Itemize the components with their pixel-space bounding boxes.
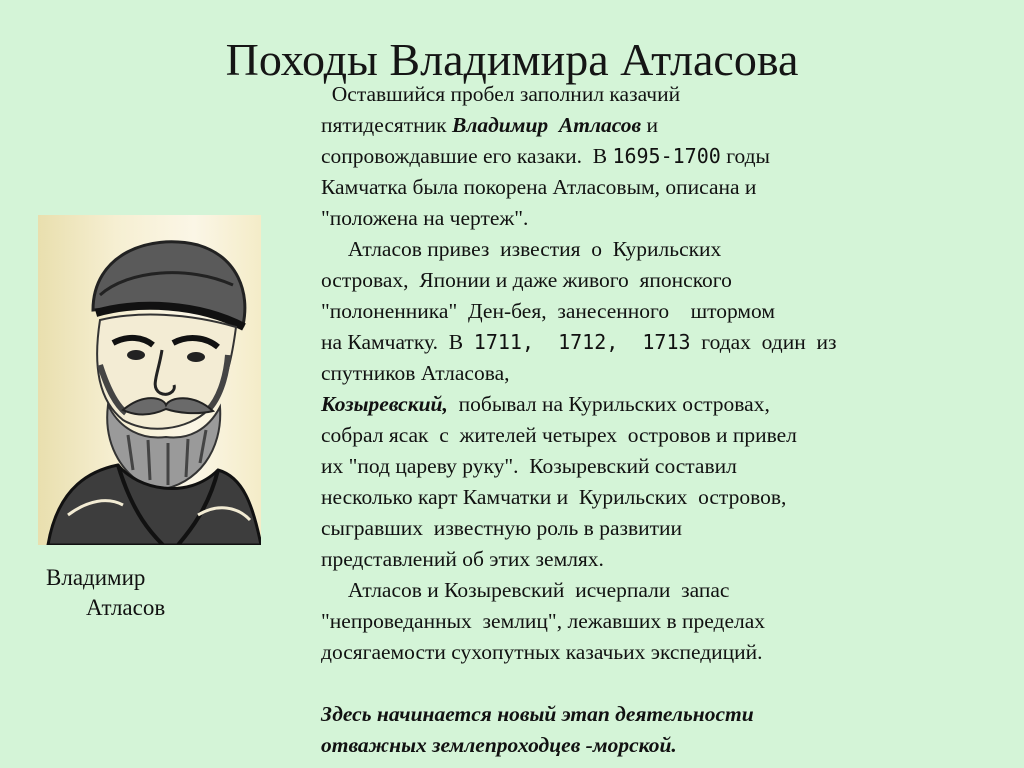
p2-line: несколько карт Камчатки и Курильских островов, (321, 485, 787, 509)
p3-line: досягаемости сухопутных казачьих экспедиций. (321, 640, 763, 664)
p1-line: "положена на чертеж". (321, 206, 529, 230)
blank-line (321, 668, 961, 699)
text-run: и (641, 113, 659, 137)
p3-line: Атласов и Козыревский исчерпали запас (321, 578, 730, 602)
p2-line (321, 327, 961, 358)
conclusion-line: отважных землепроходцев -морской. (321, 733, 677, 757)
caption-first-name: Владимир (46, 565, 146, 590)
atlasov-portrait (38, 215, 261, 545)
p1-line: Оставшийся пробел заполнил казачий (321, 82, 681, 106)
text-run: годах один из (690, 330, 837, 354)
slide-title: Походы Владимира Атласова (225, 34, 799, 85)
text-run: годы (720, 144, 770, 168)
kozyrevsky-name: Козыревский, (321, 392, 448, 416)
p3-line: "непроведанных землиц", лежавших в пределах (321, 609, 766, 633)
p1-line: Камчатка была покорена Атласовым, описана и (321, 175, 757, 199)
p2-line: спутников Атласова, (321, 361, 510, 385)
atlasov-name: Владимир Атласов (451, 113, 642, 137)
text-run: сопровождавшие его казаки. В (321, 144, 613, 168)
p1-line (321, 110, 961, 141)
years-range: 1695-1700 (612, 144, 721, 168)
body-text (321, 79, 961, 761)
p2-line: Атласов привез известия о Курильских (321, 237, 722, 261)
p2-line: "полоненника" Ден-бея, занесенного штормом (321, 299, 775, 323)
text-run: пятидесятник (321, 113, 452, 137)
p2-line: представлений об этих землях. (321, 547, 604, 571)
caption-last-name: Атласов (86, 595, 166, 620)
text-run: на Камчатку. В (321, 330, 474, 354)
years-list: 1711, 1712, 1713 (473, 330, 691, 354)
p2-line: их "под цареву руку". Козыревский составил (321, 454, 737, 478)
p2-line: собрал ясак с жителей четырех островов и привел (321, 423, 797, 447)
p2-line (321, 389, 961, 420)
portrait-caption (46, 563, 165, 623)
conclusion-line: Здесь начинается новый этап деятельности (321, 702, 754, 726)
text-run: побывал на Курильских островах, (447, 392, 770, 416)
p2-line: островах, Японии и даже живого японского (321, 268, 732, 292)
p2-line: сыгравших известную роль в развитии (321, 516, 683, 540)
p1-line (321, 141, 961, 172)
